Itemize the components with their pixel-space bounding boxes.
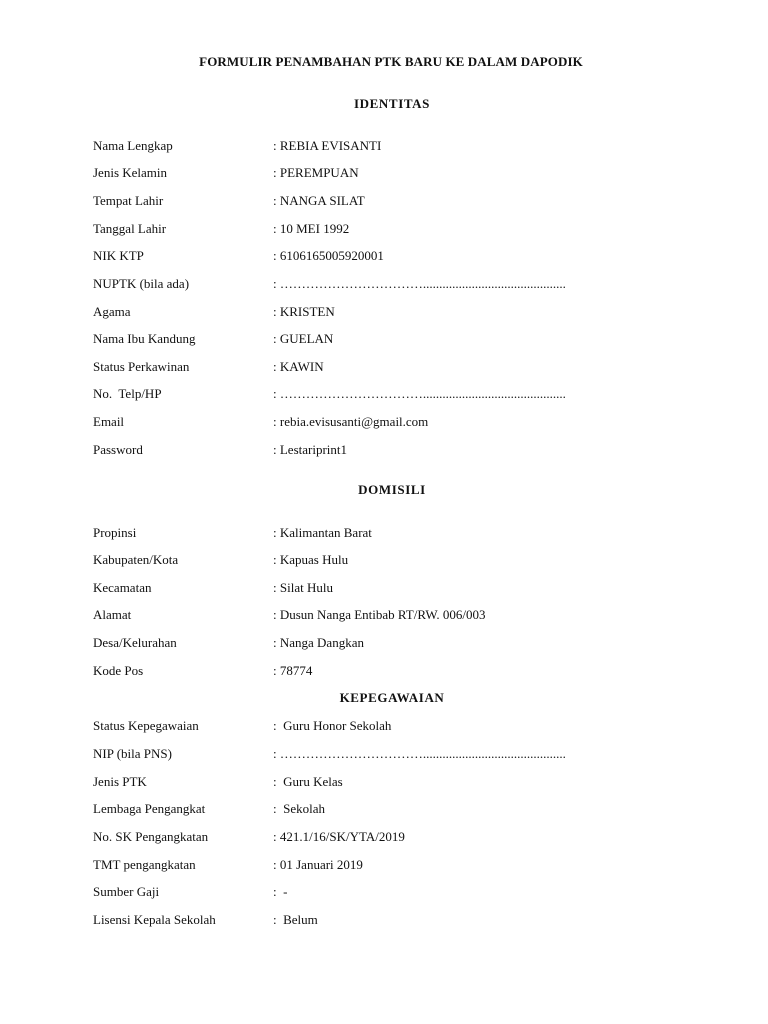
field-value: : NANGA SILAT (273, 193, 365, 208)
field-value: : 01 Januari 2019 (273, 857, 363, 872)
field-label: Tempat Lahir (93, 193, 164, 208)
field-label: Tanggal Lahir (93, 221, 167, 236)
section-heading-domisili: DOMISILI (358, 482, 426, 497)
field-label: Status Perkawinan (93, 359, 190, 374)
field-label: Sumber Gaji (93, 884, 160, 899)
field-value: : 421.1/16/SK/YTA/2019 (273, 829, 405, 844)
field-value: : 10 MEI 1992 (273, 221, 350, 236)
field-label: NUPTK (bila ada) (93, 276, 190, 291)
field-value: : Silat Hulu (273, 580, 333, 595)
document-title: FORMULIR PENAMBAHAN PTK BARU KE DALAM DAPODIK (199, 54, 583, 69)
field-value: : Lestariprint1 (273, 442, 348, 457)
field-label: Nama Lengkap (93, 138, 173, 153)
field-value: : Sekolah (273, 801, 325, 816)
field-label: Kabupaten/Kota (93, 552, 179, 567)
section-heading-kepegawaian: KEPEGAWAIAN (339, 690, 445, 705)
field-value: : 78774 (273, 663, 313, 678)
field-value: : Guru Honor Sekolah (273, 718, 392, 733)
field-value: : Kalimantan Barat (273, 525, 372, 540)
field-value: : ……………………………............................................ (273, 746, 566, 761)
field-value: : KAWIN (273, 359, 324, 374)
field-value: : REBIA EVISANTI (273, 138, 382, 153)
field-value: : - (273, 884, 288, 899)
field-label: Kecamatan (93, 580, 152, 595)
field-value: : Nanga Dangkan (273, 635, 364, 650)
field-label: Password (93, 442, 143, 457)
field-label: Agama (93, 304, 131, 319)
field-label: Desa/Kelurahan (93, 635, 177, 650)
field-label: Alamat (93, 607, 132, 622)
field-label: Status Kepegawaian (93, 718, 199, 733)
field-value: : ……………………………............................................ (273, 276, 566, 291)
field-value: : Guru Kelas (273, 774, 343, 789)
field-label: TMT pengangkatan (93, 857, 196, 872)
field-label: No. Telp/HP (93, 386, 162, 401)
field-label: Kode Pos (93, 663, 144, 678)
field-value: : PEREMPUAN (273, 165, 359, 180)
field-label: No. SK Pengangkatan (93, 829, 209, 844)
field-value: : 6106165005920001 (273, 248, 384, 263)
field-label: Jenis Kelamin (93, 165, 168, 180)
field-value: : rebia.evisusanti@gmail.com (273, 414, 429, 429)
field-label: Lembaga Pengangkat (93, 801, 206, 816)
field-label: Propinsi (93, 525, 137, 540)
field-label: Jenis PTK (93, 774, 147, 789)
field-value: : KRISTEN (273, 304, 335, 319)
field-value: : Dusun Nanga Entibab RT/RW. 006/003 (273, 607, 486, 622)
field-label: Lisensi Kepala Sekolah (93, 912, 216, 927)
field-value: : GUELAN (273, 331, 334, 346)
field-label: NIP (bila PNS) (93, 746, 172, 761)
field-value: : Belum (273, 912, 318, 927)
section-heading-identitas: IDENTITAS (354, 96, 430, 111)
field-value: : ……………………………............................................ (273, 386, 566, 401)
field-label: Nama Ibu Kandung (93, 331, 196, 346)
field-value: : Kapuas Hulu (273, 552, 349, 567)
field-label: NIK KTP (93, 248, 144, 263)
field-label: Email (93, 414, 125, 429)
